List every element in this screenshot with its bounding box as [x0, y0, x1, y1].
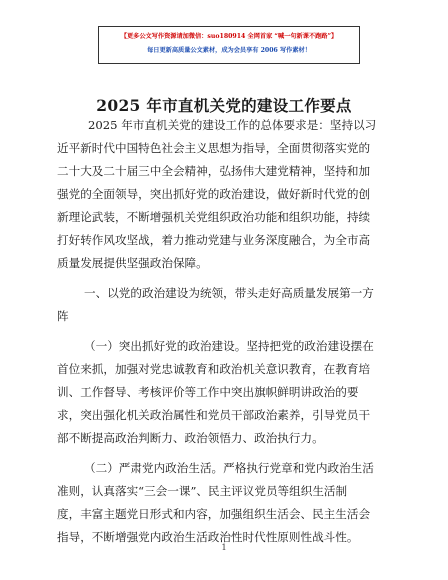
paragraph-line: （二）严肃党内政治生活。严格执行党章和党内政治生活	[84, 461, 374, 475]
section-heading: 一、以党的政治建设为统领，带头走好高质量发展第一方	[84, 286, 374, 300]
paragraph-line: 打好转作风攻坚战，着力推动党建与业务深度融合，为全市高	[57, 233, 371, 247]
paragraph-line: 准则，认真落实“三会一课”、民主评议党员等组织生活制	[57, 484, 348, 498]
document-title: 2025 年市直机关党的建设工作要点	[96, 96, 352, 115]
banner-line-1: 【更多公文写作资源请加微信：suo180914 全网首家 “喊一句新课不跑路”】	[120, 33, 338, 40]
paragraph-line: 2025 年市直机关党的建设工作的总体要求是：坚持以习	[88, 118, 377, 132]
paragraph-line: 近平新时代中国特色社会主义思想为指导，全面贯彻落实党的	[57, 141, 371, 155]
promo-banner	[98, 26, 360, 64]
paragraph-line: 部不断提高政治判断力、政治领悟力、政治执行力。	[57, 431, 324, 445]
paragraph-line: （一）突出抓好党的政治建设。坚持把党的政治建设摆在	[84, 339, 374, 353]
paragraph-line: 求，突出强化机关政治属性和党员干部政治素养，引导党员干	[57, 408, 371, 422]
paragraph-line: 度，丰富主题党日形式和内容，加强组织生活会、民主生活会	[57, 507, 371, 521]
paragraph-line: 训、工作督导、考核评价等工作中突出旗帜鲜明讲政治的要	[57, 385, 359, 399]
paragraph-line: 强党的全面领导，突出抓好党的政治建设，做好新时代党的创	[57, 187, 371, 201]
banner-line-2: 每日更新高质量公文素材，成为会员享有 2006 写作素材！	[147, 47, 311, 54]
page-number: 1	[221, 543, 227, 552]
section-heading-cont: 阵	[57, 309, 69, 323]
paragraph-line: 二十大及二十届三中全会精神，弘扬伟大建党精神，坚持和加	[57, 164, 371, 178]
paragraph-line: 指导，不断增强党内政治生活政治性时代性原则性战斗性。	[57, 530, 359, 544]
paragraph-line: 新理论武装，不断增强机关党组织政治功能和组织功能，持续	[57, 210, 371, 224]
paragraph-line: 质量发展提供坚强政治保障。	[57, 256, 208, 270]
paragraph-line: 首位来抓，加强对党忠诚教育和政治机关意识教育，在教育培	[57, 362, 371, 376]
